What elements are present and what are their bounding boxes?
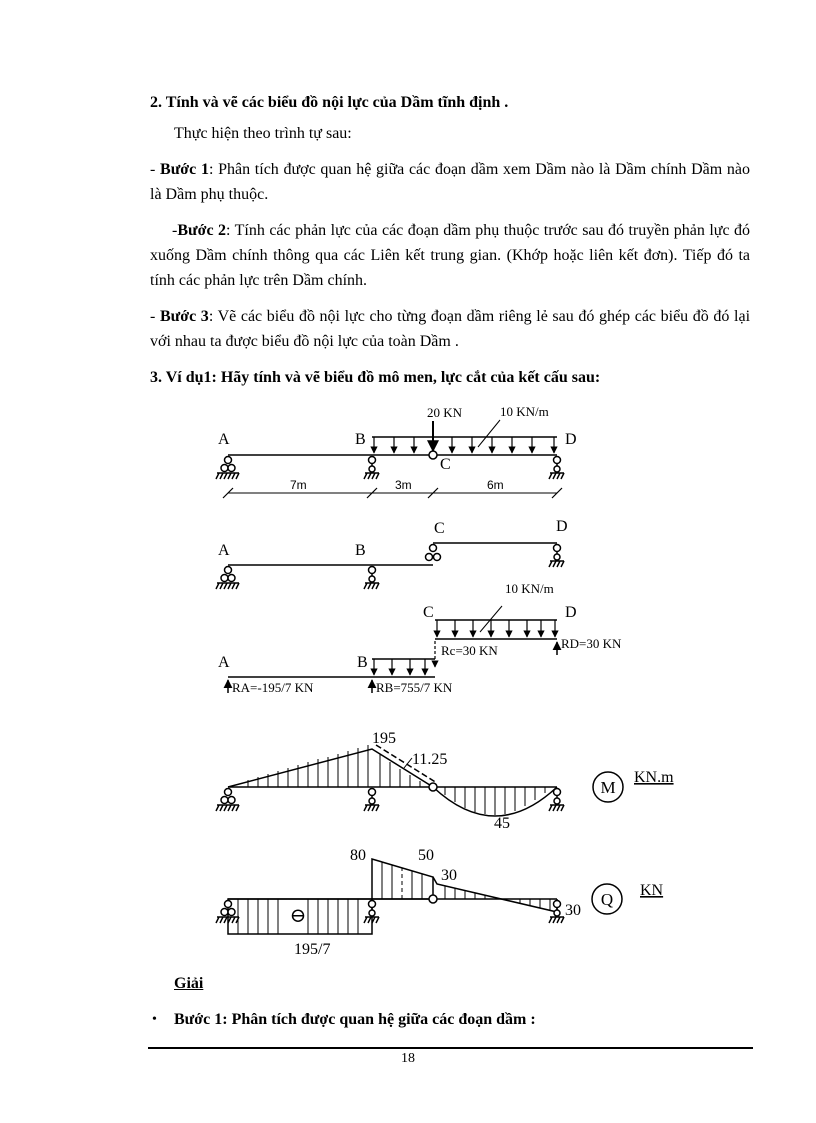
label-d-2: D [556, 518, 568, 535]
dist-load-label-2: 10 KN/m [505, 581, 554, 596]
moment-symbol: M [600, 778, 616, 797]
hinge-c-support-icon [426, 545, 441, 561]
step-2-text: : Tính các phản lực của các đoạn dầm phụ thuộc trước sau đó truyền phản lực đó xuống Dầm chính thông qua các Liên kết trung gian. (Khớp hoặc liên kết đơn). Tiếp đó ta tính các phản lực trên Dầm chính. [150, 222, 751, 289]
roller-b-icon [364, 567, 379, 590]
shear-hinge-icon [429, 895, 437, 903]
moment-unit: KN.m [634, 769, 674, 786]
section-3-heading: 3. Ví dụ1: Hãy tính và vẽ biểu đồ mô men, lực cắt của kết cấu sau: [150, 369, 601, 386]
label-a: A [218, 431, 230, 448]
step-2-label: Bước 2 [177, 222, 227, 239]
beam-hierarchy [216, 518, 568, 589]
roller-support-d-icon [549, 457, 564, 480]
intro-text: Thực hiện theo trình tự sau: [174, 125, 352, 142]
reaction-b: RB=755/7 KN [376, 680, 453, 695]
step-3-dash: - [150, 308, 160, 325]
shear-value-80: 80 [350, 847, 366, 864]
step-1-label: Bước 1 [160, 161, 209, 178]
separated-beams [218, 581, 622, 695]
moment-roller-b-icon [364, 789, 379, 812]
moment-pin-a-icon [216, 789, 239, 812]
label-c: C [440, 456, 451, 473]
reaction-a: RA=-195/7 KN [232, 680, 314, 695]
step-2-dash: - [172, 222, 178, 239]
shear-diagram [216, 847, 664, 958]
label-b-3: B [357, 654, 368, 671]
solution-heading: Giải [174, 975, 204, 992]
dim-3m: 3m [395, 478, 412, 492]
shear-value-50: 50 [418, 847, 434, 864]
shear-roller-d-icon [549, 901, 564, 924]
reaction-c: Rc=30 KN [441, 643, 498, 658]
moment-value-11-25: 11.25 [412, 751, 448, 768]
shear-value-30a: 30 [441, 867, 457, 884]
label-c-2: C [434, 520, 445, 537]
moment-value-195: 195 [372, 730, 396, 747]
dim-7m: 7m [290, 478, 307, 492]
label-b: B [355, 431, 366, 448]
reaction-d: RD=30 KN [561, 636, 622, 651]
section-2-heading: 2. Tính và vẽ các biểu đồ nội lực của Dầm tĩnh định . [150, 94, 509, 111]
label-a-3: A [218, 654, 230, 671]
bullet-icon: • [152, 1012, 157, 1027]
hinge-c-icon [429, 451, 437, 459]
dist-load-label: 10 KN/m [500, 404, 549, 419]
step-1-dash: - [150, 161, 161, 178]
roller-support-b-icon [364, 457, 379, 480]
shear-value-195-7: 195/7 [294, 941, 331, 958]
footer-divider [148, 1047, 753, 1049]
dim-6m: 6m [487, 478, 504, 492]
pin-support-a-icon [216, 457, 239, 480]
roller-d-icon [549, 545, 564, 568]
shear-symbol: Q [600, 890, 614, 909]
label-d: D [565, 431, 577, 448]
label-b-2: B [355, 542, 366, 559]
pin-a-icon [216, 567, 239, 590]
shear-value-30b: 30 [565, 902, 581, 919]
load-leader [478, 420, 500, 447]
moment-value-45: 45 [494, 815, 510, 832]
label-a-2: A [218, 542, 230, 559]
shear-unit: KN [640, 882, 664, 899]
step-3-text: : Vẽ các biểu đồ nội lực cho từng đoạn dầm riêng lẻ sau đó ghép các biểu đồ đó lại với nhau ta được biểu đồ nội lực của toàn Dầm . [150, 308, 751, 350]
moment-diagram [216, 730, 674, 832]
point-load-label: 20 KN [427, 405, 463, 420]
loaded-beam [216, 404, 577, 498]
page-number: 18 [401, 1051, 415, 1066]
step-1-bullet-text: Bước 1: Phân tích được quan hệ giữa các đoạn dầm : [174, 1011, 536, 1028]
shear-negative-sign: ⊖ [289, 905, 307, 927]
moment-hinge-icon [429, 783, 437, 791]
step-3-label: Bước 3 [159, 308, 209, 325]
label-c-3: C [423, 604, 434, 621]
step-1-text: : Phân tích được quan hệ giữa các đoạn dầm xem Dầm nào là Dầm chính Dầm nào là Dầm phụ thuộc. [150, 161, 751, 203]
label-d-3: D [565, 604, 577, 621]
